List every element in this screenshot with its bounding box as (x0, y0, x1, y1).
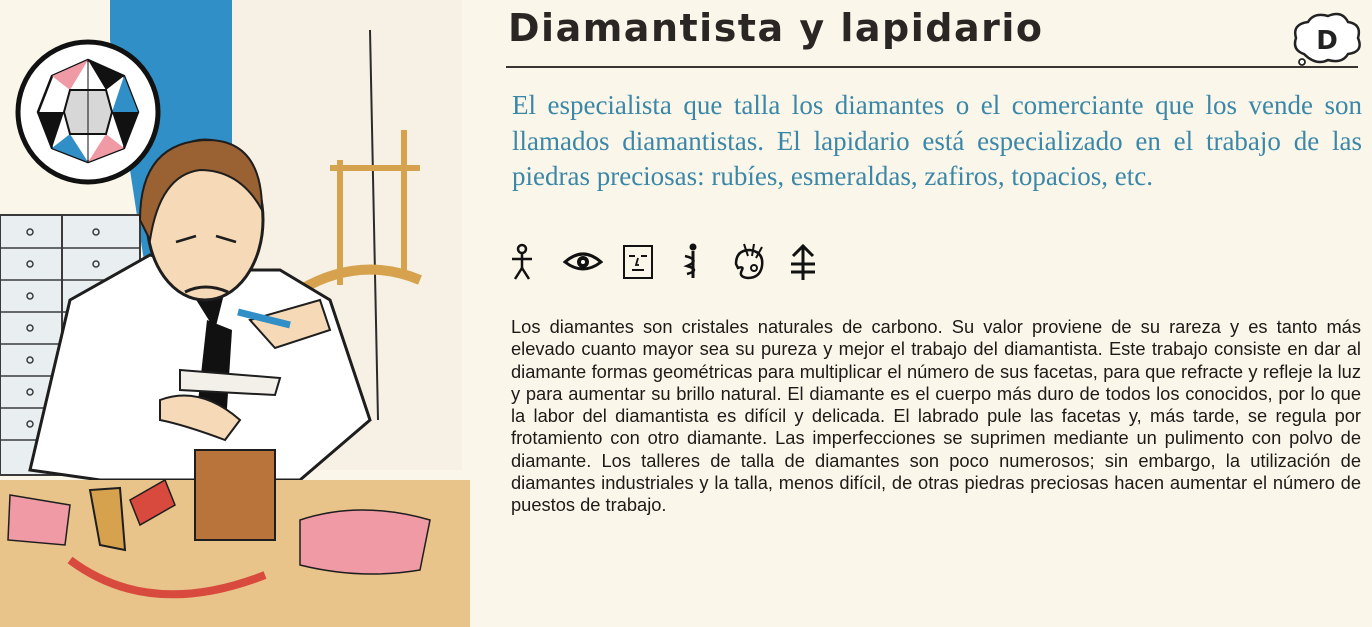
intro-paragraph: El especialista que talla los diamantes o el comerciante que los vende son llamados diamantistas. El lapidario está especializado en el trabajo de las piedras preciosas: rubíes, esmeraldas, zafiros, topacios, etc. (512, 90, 1362, 191)
title-divider (506, 66, 1358, 68)
palette-icon (728, 242, 768, 282)
posture-icon (673, 242, 713, 282)
person-icon (508, 242, 548, 282)
face-icon (618, 242, 658, 282)
aptitude-icon-row (508, 241, 823, 283)
diamond-cutter-illustration (0, 0, 470, 627)
body-paragraph: Los diamantes son cristales naturales de carbono. Su valor proviene de su rareza y es tanto más elevado cuanto mayor sea su pureza y mejor el trabajo del diamantista. Este trabajo consiste en dar al diamante formas geométricas para multiplicar el número de sus facetas, para que refracte y refleje la luz y para aumentar su brillo natural. El diamante es el cuerpo más duro de todos los conocidos, por lo que la labor del diamantista es difícil y delicada. El labrado pule las facetas y, más tarde, se regula por frotamiento con otro diamante. Las imperfecciones se suprimen mediante un pulimento con polvo de diamante. Los talleres de talla de diamantes son poco numerosos; sin embargo, la utilización de diamantes industriales y la talla, menos difícil, de otras piedras preciosas hacen aumentar el número de puestos de trabajo. (511, 316, 1361, 516)
tree-icon (783, 242, 823, 282)
badge-letter: D (1316, 26, 1338, 56)
diamond-medallion (18, 42, 158, 182)
eye-icon (563, 242, 603, 282)
letter-badge-icon (1290, 12, 1364, 68)
page-title: Diamantista y lapidario (508, 6, 1044, 50)
